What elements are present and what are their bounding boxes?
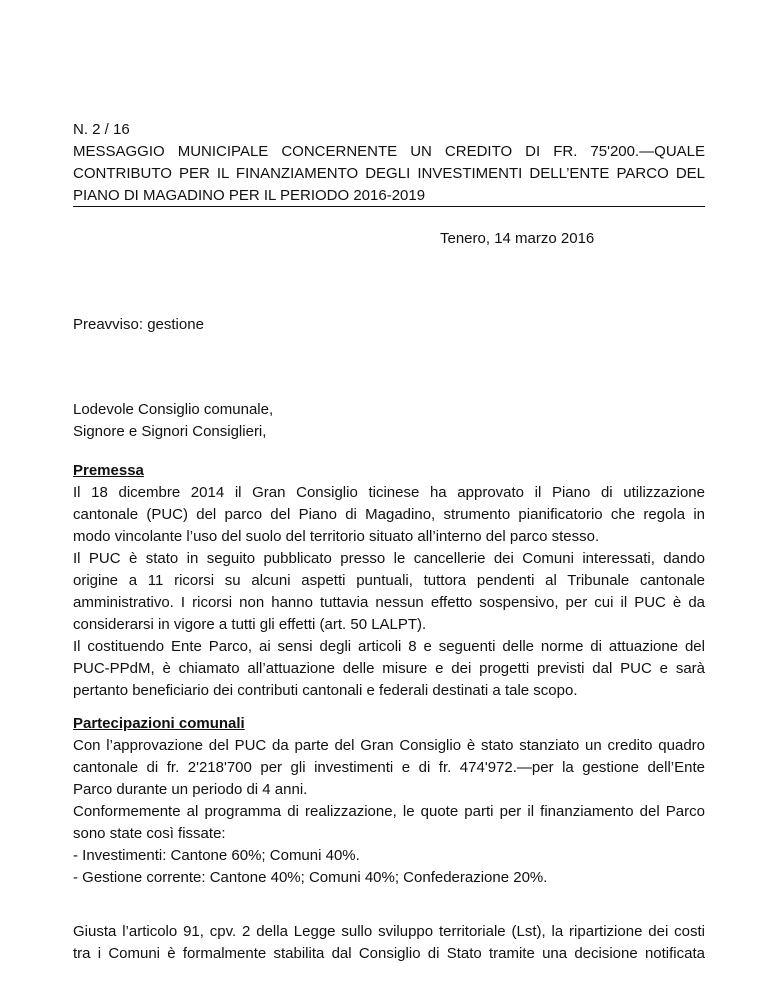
section-partecipazioni bbox=[73, 713, 705, 889]
section-final bbox=[73, 921, 705, 965]
list-item: - Gestione corrente: Cantone 40%; Comuni 40%; Confederazione 20%. bbox=[73, 869, 548, 886]
section-heading: Premessa bbox=[73, 462, 144, 479]
paragraph-line: Conformemente al programma di realizzazione, le quote parti per il finanziamento del Parco bbox=[73, 803, 705, 820]
paragraph-line: cantonale di fr. 2'218'700 per gli investimenti e di fr. 474'972.—per la gestione dell’Ente bbox=[73, 759, 705, 776]
salutation bbox=[73, 399, 705, 443]
title-line-1: MESSAGGIO MUNICIPALE CONCERNENTE UN CREDITO DI FR. 75'200.—QUALE bbox=[73, 143, 705, 160]
salutation-line-1: Lodevole Consiglio comunale, bbox=[73, 401, 274, 418]
preavviso-text: Preavviso: gestione bbox=[73, 316, 204, 333]
paragraph-line: considerarsi in vigore a tutti gli effetti (art. 50 LALPT). bbox=[73, 616, 427, 633]
paragraph-line: tra i Comuni è formalmente stabilita dal Consiglio di Stato tramite una decisione notificata bbox=[73, 945, 705, 962]
paragraph-line: sono state così fissate: bbox=[73, 825, 226, 842]
paragraph-line: Il PUC è stato in seguito pubblicato presso le cancellerie dei Comuni interessati, dando bbox=[73, 550, 705, 567]
paragraph-line: Con l’approvazione del PUC da parte del Gran Consiglio è stato stanziato un credito quadro bbox=[73, 737, 705, 754]
paragraph-line: cantonale (PUC) del parco del Piano di Magadino, strumento pianificatorio che regola in bbox=[73, 506, 705, 523]
paragraph-line: pertanto beneficiario dei contributi cantonali e federali destinati a tale scopo. bbox=[73, 682, 578, 699]
message-number: N. 2 / 16 bbox=[73, 121, 130, 138]
paragraph-line: origine a 11 ricorsi su alcuni aspetti puntuali, tuttora pendenti al Tribunale cantonale bbox=[73, 572, 705, 589]
paragraph-line: Giusta l’articolo 91, cpv. 2 della Legge sullo sviluppo territoriale (Lst), la ripartizione dei costi bbox=[73, 923, 705, 940]
paragraph-line: Il costituendo Ente Parco, ai sensi degli articoli 8 e seguenti delle norme di attuazione del bbox=[73, 638, 705, 655]
list-item: - Investimenti: Cantone 60%; Comuni 40%. bbox=[73, 847, 360, 864]
section-heading: Partecipazioni comunali bbox=[73, 715, 245, 732]
paragraph-line: amministrativo. I ricorsi non hanno tuttavia nessun effetto sospensivo, per cui il PUC è da bbox=[73, 594, 705, 611]
section-premessa bbox=[73, 460, 705, 702]
paragraph-line: Il 18 dicembre 2014 il Gran Consiglio ticinese ha approvato il Piano di utilizzazione bbox=[73, 484, 705, 501]
salutation-line-2: Signore e Signori Consiglieri, bbox=[73, 423, 267, 440]
preavviso bbox=[73, 314, 705, 336]
title-line-3: PIANO DI MAGADINO PER IL PERIODO 2016-2019 bbox=[73, 185, 705, 207]
document-date: Tenero, 14 marzo 2016 bbox=[440, 230, 595, 247]
title-line-2: CONTRIBUTO PER IL FINANZIAMENTO DEGLI INVESTIMENTI DELL’ENTE PARCO DEL bbox=[73, 165, 705, 182]
paragraph-line: Parco durante un periodo di 4 anni. bbox=[73, 781, 308, 798]
message-header bbox=[73, 119, 705, 207]
paragraph-line: PUC-PPdM, è chiamato all’attuazione delle misure e dei progetti previsti dal PUC e sarà bbox=[73, 660, 705, 677]
paragraph-line: modo vincolante l’uso del suolo del territorio situato all’interno del parco stesso. bbox=[73, 528, 600, 545]
